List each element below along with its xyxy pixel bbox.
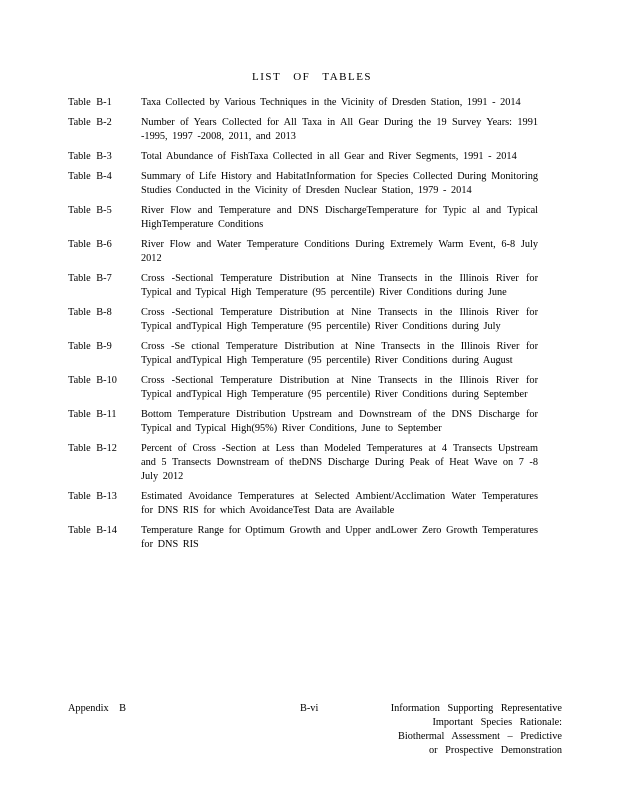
table-entry-label: Table B-5 xyxy=(68,205,112,216)
table-entry-label: Table B-4 xyxy=(68,171,112,182)
table-entry xyxy=(68,524,538,552)
table-entry xyxy=(68,204,538,232)
table-entry-description: Taxa Collected by Various Techniques in the Vicinity of Dresden Station, 1991 - 2014 xyxy=(141,97,521,108)
footer-title-line: or Prospective Demonstration xyxy=(429,745,562,756)
list-of-tables xyxy=(68,96,538,558)
table-entry-label: Table B-3 xyxy=(68,151,112,162)
table-entry-label: Table B-9 xyxy=(68,341,112,352)
table-entry xyxy=(68,272,538,300)
table-entry-description: Bottom Temperature Distribution Upstream and Downstream of the DNS Discharge for Typical and Typical High(95%) River Conditions, June to September xyxy=(141,409,538,434)
table-entry-label: Table B-7 xyxy=(68,273,112,284)
table-entry-description: Cross -Se ctional Temperature Distribution at Nine Transects in the Illinois River for Typical andTypical High Temperature (95 percentile) River Conditions during August xyxy=(141,341,538,366)
table-entry-description: River Flow and Temperature and DNS DischargeTemperature for Typic al and Typical HighTemperature Conditions xyxy=(141,205,538,230)
table-entry-description: Estimated Avoidance Temperatures at Selected Ambient/Acclimation Water Temperatures for DNS RIS for which AvoidanceTest Data are Available xyxy=(141,491,538,516)
footer-page-number: B-vi xyxy=(300,703,319,714)
footer-appendix-label: Appendix B xyxy=(68,703,127,714)
footer-title-line: Important Species Rationale: xyxy=(432,717,562,728)
table-entry xyxy=(68,96,538,110)
table-entry xyxy=(68,170,538,198)
table-entry xyxy=(68,116,538,144)
table-entry-label: Table B-2 xyxy=(68,117,112,128)
page-title: LIST OF TABLES xyxy=(251,71,373,83)
table-entry xyxy=(68,306,538,334)
footer-title-line: Information Supporting Representative xyxy=(390,703,562,714)
table-entry-label: Table B-6 xyxy=(68,239,112,250)
footer-document-title xyxy=(382,702,562,758)
table-entry xyxy=(68,150,538,164)
table-entry xyxy=(68,408,538,436)
table-entry xyxy=(68,340,538,368)
table-entry-label: Table B-13 xyxy=(68,491,117,502)
table-entry xyxy=(68,490,538,518)
table-entry-label: Table B-14 xyxy=(68,525,117,536)
table-entry-description: River Flow and Water Temperature Conditions During Extremely Warm Event, 6-8 July 2012 xyxy=(141,239,538,264)
table-entry-description: Summary of Life History and HabitatInformation for Species Collected During Monitoring Studies Conducted in the Vicinity of Dresden Nuclear Station, 1979 - 2014 xyxy=(141,171,538,196)
table-entry-description: Total Abundance of FishTaxa Collected in all Gear and River Segments, 1991 - 2014 xyxy=(141,151,517,162)
table-entry-description: Number of Years Collected for All Taxa in All Gear During the 19 Survey Years: 1991 -1995, 1997 -2008, 2011, and 2013 xyxy=(141,117,538,142)
table-entry xyxy=(68,442,538,484)
footer-title-line: Biothermal Assessment – Predictive xyxy=(398,731,562,742)
table-entry xyxy=(68,238,538,266)
table-entry-description: Percent of Cross -Section at Less than Modeled Temperatures at 4 Transects Upstream and 5 Transects Downstream of theDNS Discharge During Peak of Heat Wave on 7 -8 July 2012 xyxy=(141,443,538,482)
table-entry-label: Table B-8 xyxy=(68,307,112,318)
table-entry xyxy=(68,374,538,402)
table-entry-description: Cross -Sectional Temperature Distribution at Nine Transects in the Illinois River for Typical and Typical High Temperature (95 percentile) River Conditions during June xyxy=(141,273,538,298)
table-entry-description: Cross -Sectional Temperature Distribution at Nine Transects in the Illinois River for Typical andTypical High Temperature (95 percentile) River Conditions during September xyxy=(141,375,538,400)
table-entry-label: Table B-10 xyxy=(68,375,117,386)
table-entry-label: Table B-1 xyxy=(68,97,112,108)
table-entry-label: Table B-12 xyxy=(68,443,117,454)
table-entry-description: Cross -Sectional Temperature Distribution at Nine Transects in the Illinois River for Typical andTypical High Temperature (95 percentile) River Conditions during July xyxy=(141,307,538,332)
table-entry-description: Temperature Range for Optimum Growth and Upper andLower Zero Growth Temperatures for DNS RIS xyxy=(141,525,538,550)
table-entry-label: Table B-11 xyxy=(68,409,117,420)
